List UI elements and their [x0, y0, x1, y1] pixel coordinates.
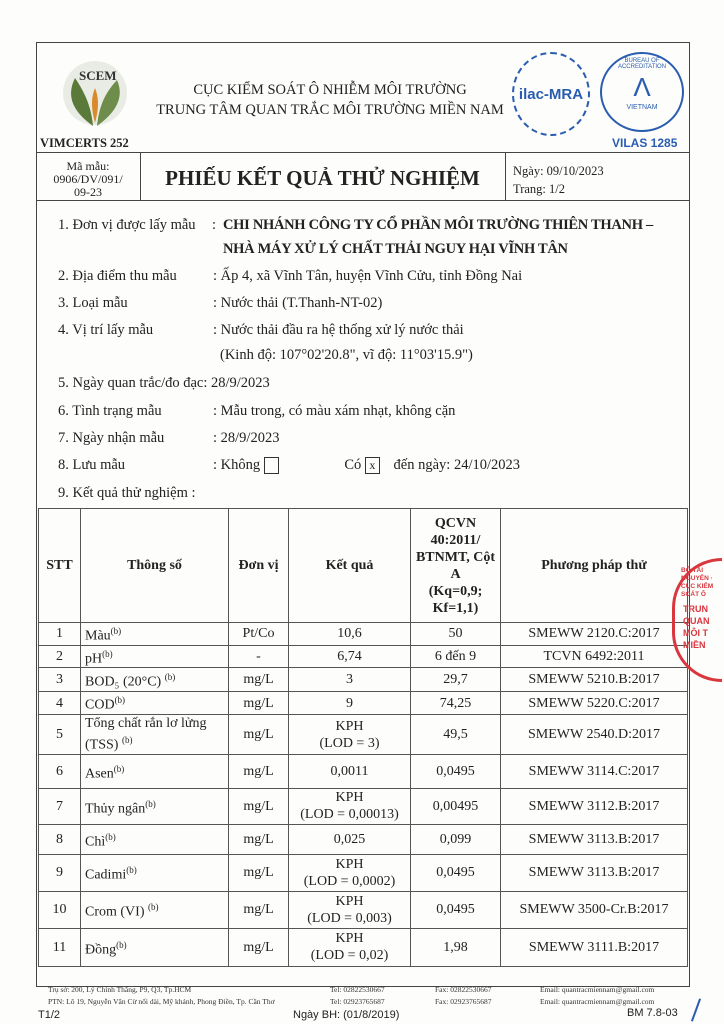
cell-method: SMEWW 3500-Cr.B:2017: [501, 891, 688, 928]
cell-stt: 3: [39, 668, 81, 692]
field-value-2: (Kinh độ: 107°02'20.8", vĩ độ: 11°03'15.9"): [220, 347, 473, 363]
kf-text: Kf=1,1): [432, 600, 479, 616]
table-row: [39, 754, 688, 788]
col-limit: [411, 509, 501, 623]
footer-tel-1: Tel: 02822530667: [330, 985, 385, 994]
footer-page-code: T1/2: [38, 1009, 61, 1021]
cell-limit: 6 đến 9: [411, 645, 501, 668]
cell-result: 0,025: [289, 824, 411, 854]
cell-limit: 0,0495: [411, 754, 501, 788]
sample-code-value-2: 09-23: [74, 185, 102, 199]
cell-unit: -: [229, 645, 289, 668]
sample-code-value: 0906/DV/091/: [53, 172, 123, 186]
table-row: [39, 668, 688, 692]
field-label: 2. Địa điểm thu mẫu: [58, 268, 177, 284]
cell-parameter: Tổng chất rắn lơ lửng (TSS) $^{(b)}$: [81, 715, 229, 755]
table-row: [39, 692, 688, 715]
cell-method: SMEWW 3113.B:2017: [501, 854, 688, 891]
field-label: 4. Vị trí lấy mẫu: [58, 322, 154, 338]
cell-result: KPH (LOD = 0,02): [289, 928, 411, 966]
table-row: [39, 715, 688, 755]
results-table: [38, 508, 688, 967]
page-title: PHIẾU KẾT QUẢ THỬ NGHIỆM: [165, 166, 480, 190]
cell-unit: mg/L: [229, 754, 289, 788]
cell-stt: 5: [39, 715, 81, 755]
kq-text: (Kq=0,9;: [428, 583, 483, 599]
table-row: [39, 891, 688, 928]
ilac-mra-logo: [512, 52, 590, 136]
boa-ring-text: BUREAU OF ACCREDITATION: [617, 58, 667, 70]
cell-method: SMEWW 2120.C:2017: [501, 623, 688, 646]
field-label: 1. Đơn vị được lấy mẫu: [58, 217, 196, 233]
cell-method: SMEWW 3113.B:2017: [501, 824, 688, 854]
cell-result: KPH (LOD = 0,00013): [289, 788, 411, 824]
footer-email-1: Email: quantracmiennam@gmail.com: [540, 985, 655, 994]
footer-fax-2: Fax: 02923765687: [435, 997, 492, 1006]
cell-parameter: $pH^{(b)}$: [81, 645, 229, 668]
field-label: 8. Lưu mẫu: [58, 457, 126, 473]
org-line-1: CỤC KIỂM SOÁT Ô NHIỄM MÔI TRƯỜNG: [193, 82, 467, 98]
cell-parameter: Cadimi$^{(b)}$: [81, 854, 229, 891]
cell-parameter: Crom (VI) $^{(b)}$: [81, 891, 229, 928]
logo-text: SCEM: [79, 68, 117, 83]
cell-limit: 49,5: [411, 715, 501, 755]
boa-country: VIETNAM: [626, 104, 658, 111]
col-parameter: Thông số: [81, 509, 229, 623]
field-sep: :: [212, 217, 217, 233]
cell-method: SMEWW 5220.C:2017: [501, 692, 688, 715]
cell-unit: mg/L: [229, 891, 289, 928]
footer-fax-1: Fax: 02822530667: [435, 985, 492, 994]
col-result: Kết quả: [289, 509, 411, 623]
no-checkbox[interactable]: [264, 457, 279, 474]
yes-checkbox[interactable]: x: [365, 457, 380, 474]
cell-limit: 0,00495: [411, 788, 501, 824]
yes-label: Có: [344, 457, 362, 473]
cell-limit: 50: [411, 623, 501, 646]
field-value: : Ấp 4, xã Vĩnh Tân, huyện Vĩnh Cửu, tỉnh Đồng Nai: [213, 268, 523, 284]
table-row: [39, 824, 688, 854]
vilas-label: VILAS 1285: [612, 136, 678, 150]
cell-method: SMEWW 3114.C:2017: [501, 754, 688, 788]
cell-unit: mg/L: [229, 854, 289, 891]
stamp-text: TRUN QUAN MÔI T MIỀN: [683, 604, 710, 650]
cell-unit: Pt/Co: [229, 623, 289, 646]
ilac-text: ilac-MRA: [518, 85, 584, 103]
cell-result: 3: [289, 668, 411, 692]
field-label: 5. Ngày quan trắc/đo đạc: 28/9/2023: [58, 375, 270, 391]
cell-method: TCVN 6492:2011: [501, 645, 688, 668]
divider: [36, 152, 690, 153]
cell-parameter: BOD₅ (20°C) $^{(b)}$: [81, 668, 229, 692]
cell-limit: 74,25: [411, 692, 501, 715]
footer-issue-date: Ngày BH: (01/8/2019): [293, 1009, 400, 1021]
org-line-2: TRUNG TÂM QUAN TRẮC MÔI TRƯỜNG MIỀN NAM: [156, 102, 504, 118]
cell-stt: 8: [39, 824, 81, 854]
col-stt: STT: [39, 509, 81, 623]
cell-result: 10,6: [289, 623, 411, 646]
field-value: : Nước thải đầu ra hệ thống xử lý nước thải: [213, 322, 464, 338]
limit-header: QCVN 40:2011/ BTNMT, Cột A: [415, 515, 496, 582]
cell-stt: 10: [39, 891, 81, 928]
storage-until: đến ngày: 24/10/2023: [393, 457, 521, 473]
cell-parameter: Đồng$^{(b)}$: [81, 928, 229, 966]
report-date: Ngày: 09/10/2023: [513, 164, 604, 178]
footer-form-code: BM 7.8-03: [627, 1007, 678, 1019]
col-method: Phương pháp thử: [501, 509, 688, 623]
cell-result: 9: [289, 692, 411, 715]
cell-unit: mg/L: [229, 715, 289, 755]
table-row: [39, 788, 688, 824]
table-row: [39, 928, 688, 966]
cell-parameter: Asen$^{(b)}$: [81, 754, 229, 788]
cell-limit: 1,98: [411, 928, 501, 966]
cell-stt: 6: [39, 754, 81, 788]
cell-parameter: Chì$^{(b)}$: [81, 824, 229, 854]
date-page-info: [513, 162, 604, 198]
divider: [36, 200, 690, 201]
cell-result: KPH (LOD = 0,0002): [289, 854, 411, 891]
field-value: CHI NHÁNH CÔNG TY CỔ PHẦN MÔI TRƯỜNG THIÊN THANH –: [223, 217, 653, 233]
cell-limit: 29,7: [411, 668, 501, 692]
cell-unit: mg/L: [229, 824, 289, 854]
cell-unit: mg/L: [229, 692, 289, 715]
field-value: : 28/9/2023: [213, 430, 280, 446]
sample-code: [36, 160, 140, 199]
cell-parameter: Màu$^{(b)}$: [81, 623, 229, 646]
footer-tel-2: Tel: 02923765687: [330, 997, 385, 1006]
vimcerts-label: VIMCERTS 252: [40, 136, 129, 150]
field-value-2: NHÀ MÁY XỬ LÝ CHẤT THẢI NGUY HẠI VĨNH TÂN: [223, 241, 568, 257]
col-unit: Đơn vị: [229, 509, 289, 623]
cell-stt: 7: [39, 788, 81, 824]
stamp-ring-text: BỘ TÀI NGUYÊN · CỤC KIỂM SOÁT Ô: [681, 567, 714, 598]
cell-stt: 9: [39, 854, 81, 891]
cell-method: SMEWW 3112.B:2017: [501, 788, 688, 824]
cell-result: 6,74: [289, 645, 411, 668]
cell-limit: 0,099: [411, 824, 501, 854]
cell-stt: 2: [39, 645, 81, 668]
footer-email-2: Email: quantracmiennam@gmail.com: [540, 997, 655, 1006]
boa-logo: [600, 52, 684, 132]
signature-mark: [691, 998, 701, 1021]
cell-stt: 4: [39, 692, 81, 715]
field-label: 9. Kết quả thử nghiệm :: [58, 485, 196, 501]
table-header-row: [39, 509, 688, 623]
cell-result: 0,0011: [289, 754, 411, 788]
field-value: : Nước thải (T.Thanh-NT-02): [213, 295, 383, 311]
table-row: [39, 854, 688, 891]
table-row: [39, 645, 688, 668]
cell-limit: 0,0495: [411, 854, 501, 891]
cell-stt: 1: [39, 623, 81, 646]
cell-parameter: Thủy ngân$^{(b)}$: [81, 788, 229, 824]
cell-method: SMEWW 5210.B:2017: [501, 668, 688, 692]
field-label: 7. Ngày nhận mẫu: [58, 430, 165, 446]
scem-logo: [55, 58, 135, 128]
cell-result: KPH (LOD = 0,003): [289, 891, 411, 928]
footer-address-1: Trụ sở: 200, Lý Chính Thắng, P9, Q3, Tp.HCM: [48, 985, 192, 994]
sample-code-label: Mã mẫu:: [66, 159, 110, 173]
cell-method: SMEWW 3111.B:2017: [501, 928, 688, 966]
boa-a-icon: Λ: [633, 72, 651, 102]
cell-result: KPH (LOD = 3): [289, 715, 411, 755]
cell-unit: mg/L: [229, 668, 289, 692]
page-number: Trang: 1/2: [513, 182, 565, 196]
cell-limit: 0,0495: [411, 891, 501, 928]
footer-address-2: PTN: Lô 19, Nguyễn Văn Cừ nối dài, Mỹ khánh, Phong Điền, Tp. Cần Thơ: [48, 997, 275, 1006]
cell-stt: 11: [39, 928, 81, 966]
divider: [505, 152, 506, 200]
no-label: : Không: [213, 457, 261, 473]
storage-field: [213, 457, 520, 474]
cell-unit: mg/L: [229, 928, 289, 966]
field-value: : Mẫu trong, có màu xám nhạt, không cặn: [213, 403, 456, 419]
field-label: 6. Tình trạng mẫu: [58, 403, 162, 419]
cell-unit: mg/L: [229, 788, 289, 824]
cell-parameter: COD$^{(b)}$: [81, 692, 229, 715]
table-row: [39, 623, 688, 646]
field-label: 3. Loại mẫu: [58, 295, 128, 311]
cell-method: SMEWW 2540.D:2017: [501, 715, 688, 755]
